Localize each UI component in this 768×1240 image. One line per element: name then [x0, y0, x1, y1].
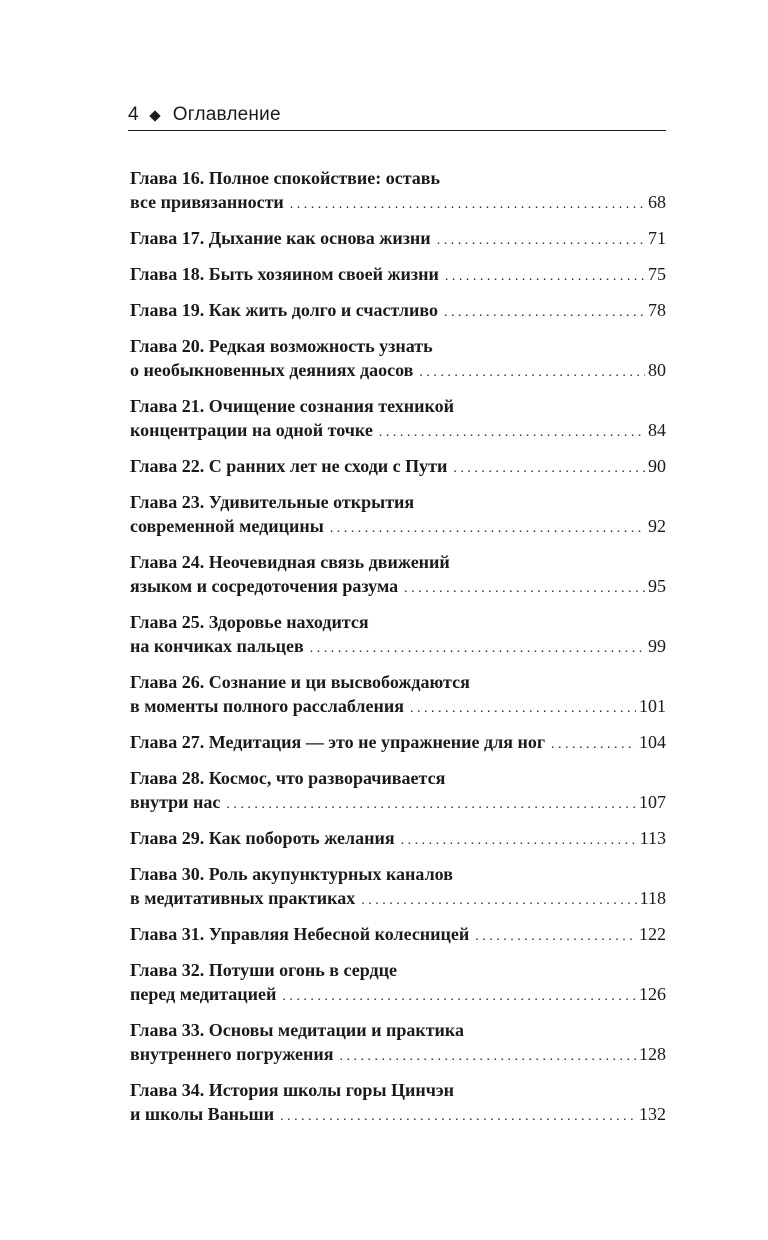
- toc-entry[interactable]: [130, 490, 666, 538]
- toc-entry-title-part1: Глава 16. Полное спокойствие: оставь: [130, 168, 441, 188]
- toc-entry-title-part2: на кончиках пальцев: [130, 636, 304, 656]
- dot-leader: [444, 301, 645, 325]
- toc-entry-last-line: [130, 694, 666, 718]
- toc-entry-title-part2: в моменты полного расслабления: [130, 696, 404, 716]
- toc-entry-title-part2: внутреннего погружения: [130, 1044, 334, 1064]
- toc-entry-last-line: [130, 190, 666, 214]
- toc-entry-title: Глава 18. Быть хозяином своей жизни: [130, 264, 439, 284]
- toc-entry-title-part2: языком и сосредоточения разума: [130, 576, 399, 596]
- toc-entry-title-part2: внутри нас: [130, 792, 221, 812]
- toc-entry-page-number: 92: [648, 516, 666, 536]
- toc-entry-last-line: [130, 1042, 666, 1066]
- toc-entry-last-line: [130, 730, 666, 754]
- toc-entry[interactable]: [130, 1018, 666, 1066]
- toc-entry-title: Глава 17. Дыхание как основа жизни: [130, 228, 431, 248]
- toc-entry-title-part1: Глава 32. Потуши огонь в сердце: [130, 960, 397, 980]
- toc-entry-last-line: [130, 418, 666, 442]
- toc-entry-page-number: 107: [639, 792, 666, 812]
- toc-entry-title-part1: Глава 25. Здоровье находится: [130, 612, 369, 632]
- toc-entry-page-number: 113: [639, 828, 666, 848]
- toc-entry[interactable]: [130, 394, 666, 442]
- toc-entry-page-number: 122: [639, 924, 666, 944]
- toc-entry-title: Глава 19. Как жить долго и счастливо: [130, 300, 439, 320]
- toc-entry-page-number: 128: [639, 1044, 666, 1064]
- dot-leader: [437, 229, 645, 253]
- toc-entry-page-number: 99: [648, 636, 666, 656]
- dot-leader: [361, 889, 636, 913]
- toc-entry-page-number: 84: [648, 420, 666, 440]
- toc-entry-title-line: [130, 670, 666, 694]
- dot-leader: [475, 925, 636, 949]
- toc-entry[interactable]: [130, 862, 666, 910]
- toc-entry-title-line: [130, 166, 666, 190]
- toc-entry-title-part1: Глава 21. Очищение сознания техникой: [130, 396, 454, 416]
- toc-entry-title: Глава 29. Как побороть желания: [130, 828, 395, 848]
- dot-leader: [453, 457, 645, 481]
- toc-entry-title-part2: концентрации на одной точке: [130, 420, 373, 440]
- toc-entry-page-number: 104: [639, 732, 666, 752]
- dot-leader: [401, 829, 637, 853]
- toc-entry[interactable]: [130, 1078, 666, 1126]
- toc-entry-title-part1: Глава 28. Космос, что разворачивается: [130, 768, 446, 788]
- toc-entry-last-line: [130, 826, 666, 850]
- dot-leader: [404, 577, 645, 601]
- toc-entry-title-part1: Глава 24. Неочевидная связь движений: [130, 552, 450, 572]
- toc-entry-title-part1: Глава 20. Редкая возможность узнать: [130, 336, 433, 356]
- dot-leader: [282, 985, 636, 1009]
- toc-entry[interactable]: [130, 226, 666, 250]
- toc-entry-title-part2: современной медицины: [130, 516, 324, 536]
- toc-entry-last-line: [130, 922, 666, 946]
- toc-entry[interactable]: [130, 166, 666, 214]
- toc-entry[interactable]: [130, 922, 666, 946]
- toc-entry-title: Глава 27. Медитация — это не упражнение для ног: [130, 732, 546, 752]
- running-header: [128, 100, 666, 130]
- toc-entry-title: Глава 22. С ранних лет не сходи с Пути: [130, 456, 448, 476]
- toc-entry-last-line: [130, 790, 666, 814]
- toc-entry-title-line: [130, 610, 666, 634]
- dot-leader: [290, 193, 645, 217]
- dot-leader: [419, 361, 645, 385]
- toc-entry-last-line: [130, 514, 666, 538]
- toc-entry[interactable]: [130, 670, 666, 718]
- dot-leader: [330, 517, 645, 541]
- toc-entry[interactable]: [130, 454, 666, 478]
- toc-entry-page-number: 68: [648, 192, 666, 212]
- toc-entry[interactable]: [130, 262, 666, 286]
- toc-entry[interactable]: [130, 298, 666, 322]
- toc-entry-last-line: [130, 358, 666, 382]
- toc-entry-title-line: [130, 1078, 666, 1102]
- toc-entry-page-number: 71: [648, 228, 666, 248]
- toc-entry[interactable]: [130, 610, 666, 658]
- toc-entry[interactable]: [130, 958, 666, 1006]
- dot-leader: [226, 793, 636, 817]
- page-number: 4: [128, 104, 139, 125]
- dot-leader: [410, 697, 636, 721]
- toc-entry-page-number: 90: [648, 456, 666, 476]
- toc-entry-last-line: [130, 1102, 666, 1126]
- toc-entry-page-number: 132: [639, 1104, 666, 1124]
- toc-entry[interactable]: [130, 826, 666, 850]
- table-of-contents: [130, 166, 666, 1138]
- toc-entry-title-line: [130, 490, 666, 514]
- toc-entry-title-line: [130, 862, 666, 886]
- toc-entry-title-line: [130, 958, 666, 982]
- toc-entry-last-line: [130, 886, 666, 910]
- dot-leader: [339, 1045, 636, 1069]
- toc-entry[interactable]: [130, 766, 666, 814]
- dot-leader: [551, 733, 636, 757]
- dot-leader: [379, 421, 645, 445]
- toc-entry-last-line: [130, 982, 666, 1006]
- section-title: Оглавление: [172, 104, 281, 125]
- toc-entry-title-part1: Глава 34. История школы горы Цинчэн: [130, 1080, 455, 1100]
- diamond-bullet-icon: [149, 110, 160, 121]
- toc-entry-title-part1: Глава 33. Основы медитации и практика: [130, 1020, 465, 1040]
- toc-entry-title-part1: Глава 23. Удивительные открытия: [130, 492, 415, 512]
- toc-entry-title-part1: Глава 30. Роль акупунктурных каналов: [130, 864, 453, 884]
- toc-entry-page-number: 95: [648, 576, 666, 596]
- header-rule: [128, 130, 666, 131]
- toc-entry-page-number: 101: [639, 696, 666, 716]
- toc-entry[interactable]: [130, 730, 666, 754]
- dot-leader: [310, 637, 645, 661]
- toc-entry-title-line: [130, 394, 666, 418]
- toc-entry-page-number: 80: [648, 360, 666, 380]
- toc-entry-title-line: [130, 1018, 666, 1042]
- toc-entry-page-number: 75: [648, 264, 666, 284]
- toc-entry-title-part2: в медитативных практиках: [130, 888, 356, 908]
- dot-leader: [445, 265, 645, 289]
- toc-entry-last-line: [130, 574, 666, 598]
- toc-entry-title-part2: и школы Ваньши: [130, 1104, 275, 1124]
- toc-entry-page-number: 118: [639, 888, 666, 908]
- toc-entry-title-part2: перед медитацией: [130, 984, 277, 1004]
- toc-entry[interactable]: [130, 334, 666, 382]
- toc-entry-title-line: [130, 550, 666, 574]
- toc-entry-last-line: [130, 226, 666, 250]
- toc-entry-last-line: [130, 262, 666, 286]
- toc-entry-page-number: 78: [648, 300, 666, 320]
- toc-entry-title: Глава 31. Управляя Небесной колесницей: [130, 924, 470, 944]
- toc-entry-last-line: [130, 634, 666, 658]
- toc-entry-title-part2: о необыкновенных деяниях даосов: [130, 360, 414, 380]
- toc-entry-title-line: [130, 766, 666, 790]
- toc-entry-last-line: [130, 298, 666, 322]
- toc-entry-title-part2: все привязанности: [130, 192, 284, 212]
- toc-entry[interactable]: [130, 550, 666, 598]
- dot-leader: [280, 1105, 636, 1129]
- toc-entry-last-line: [130, 454, 666, 478]
- toc-entry-page-number: 126: [639, 984, 666, 1004]
- toc-entry-title-part1: Глава 26. Сознание и ци высвобождаются: [130, 672, 470, 692]
- toc-entry-title-line: [130, 334, 666, 358]
